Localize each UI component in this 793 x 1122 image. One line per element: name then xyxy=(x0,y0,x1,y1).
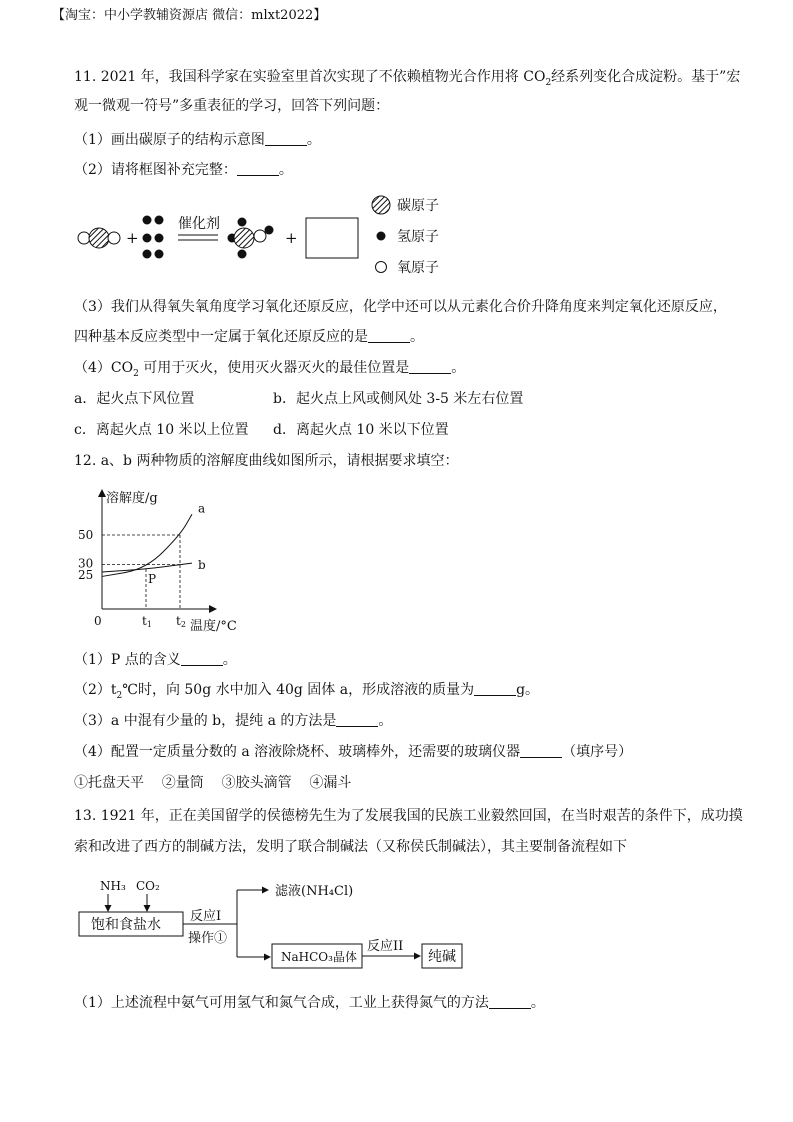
filtrate-label: 滤液(NH₄Cl) xyxy=(275,884,354,899)
q12-part3: （3）a 中混有少量的 b，提纯 a 的方法是 。 xyxy=(74,713,393,729)
y-tick-label: 50 xyxy=(78,528,94,542)
reaction1-label: 反应I xyxy=(190,909,222,924)
answer-blank[interactable] xyxy=(336,712,378,727)
q12-part2: $(2)t_2℃$时，向 50g 水中加入 40g 固体 a，形成溶液的质量为 g。 xyxy=(74,682,540,701)
q11-part3-line2: 四种基本反应类型中一定属于氧化还原反应的是 。 xyxy=(74,329,424,345)
methanol-molecule xyxy=(228,218,274,259)
curve-label-b: b xyxy=(198,558,206,573)
carbon-atom-icon xyxy=(372,196,390,214)
solubility-chart xyxy=(70,482,270,637)
catalyst-label: 催化剂 xyxy=(178,216,220,232)
answer-blank[interactable] xyxy=(265,131,307,146)
curve-label-a: a xyxy=(198,501,206,516)
y-axis-label: 溶解度/g xyxy=(106,491,158,506)
answer-blank[interactable] xyxy=(181,651,223,666)
point-p-label: P xyxy=(148,572,157,587)
page-header: 【淘宝：中小学教辅资源店 微信：mlxt2022】 xyxy=(52,8,327,23)
q11-part3-line1: （3）我们从得氧失氧角度学习氧化还原反应，化学中还可以从元素化合价升降角度来判定氧化还原反应， xyxy=(74,299,727,315)
curve-a xyxy=(102,514,192,576)
production-flowchart xyxy=(70,868,490,978)
legend xyxy=(372,196,439,276)
q11-stem-a: 11. 2021 年，我国科学家在实验室里首次实现了不依赖植物光合作用将 CO xyxy=(74,69,546,85)
co2-molecule xyxy=(78,228,120,248)
y-tick-label: 30 xyxy=(78,556,94,571)
q11-stem-sub: 2 xyxy=(545,77,552,88)
q12-part4: （4）配置一定质量分数的 a 溶液除烧杯、玻璃棒外，还需要的玻璃仪器 （填序号） xyxy=(74,744,633,760)
answer-blank[interactable] xyxy=(368,328,410,343)
legend-carbon: 碳原子 xyxy=(397,198,439,214)
q11-stem-line1 xyxy=(74,67,740,93)
h2-molecules xyxy=(143,216,164,259)
origin-label: 0 xyxy=(94,614,102,628)
x-tick-label: t1 xyxy=(142,614,152,629)
reaction-diagram xyxy=(70,188,470,283)
q13-part1: （1）上述流程中氨气可用氢气和氮气合成，工业上获得氮气的方法 。 xyxy=(74,995,545,1011)
q11-option-d: d．离起火点 10 米以下位置 xyxy=(273,422,449,438)
operation1-label: 操作① xyxy=(188,931,228,946)
x-tick-label: t2 xyxy=(176,614,186,629)
answer-blank[interactable] xyxy=(474,681,516,696)
hydrogen-atom-icon xyxy=(377,232,386,241)
answer-blank[interactable] xyxy=(489,994,531,1009)
co2-label: CO₂ xyxy=(136,879,160,893)
legend-hydrogen: 氢原子 xyxy=(397,229,439,245)
oxygen-atom-icon xyxy=(376,262,387,273)
brine-label: 饱和食盐水 xyxy=(91,917,161,933)
blank-box[interactable] xyxy=(306,218,358,258)
nh3-label: NH₃ xyxy=(100,879,126,893)
answer-blank[interactable] xyxy=(520,743,562,758)
plus-sign: + xyxy=(126,229,139,247)
plus-sign: + xyxy=(285,229,298,247)
q12-stem: 12. a、b 两种物质的溶解度曲线如图所示，请根据要求填空： xyxy=(74,453,459,469)
q11-part4: $(4)CO_2$ 可用于灭火，使用灭火器灭火的最佳位置是 。 xyxy=(74,360,466,379)
q12-part1: （1）P 点的含义 。 xyxy=(74,652,237,668)
q12-options: ①托盘天平 ②量筒 ③胶头滴管 ④漏斗 xyxy=(74,775,352,791)
x-axis-label: 温度/°C xyxy=(190,619,237,634)
reaction2-label: 反应II xyxy=(367,939,404,954)
q11-stem-line2: 观一微观一符号”多重表征的学习，回答下列问题： xyxy=(74,98,390,114)
q11-stem-b: 经系列变化合成淀粉。基于”宏 xyxy=(551,69,741,85)
q11-part2: （2）请将框图补充完整： 。 xyxy=(74,162,293,178)
crystal-label: NaHCO₃晶体 xyxy=(281,950,357,964)
legend-oxygen: 氧原子 xyxy=(397,260,439,276)
product-label: 纯碱 xyxy=(428,949,456,965)
q13-stem-line1: 13. 1921 年，正在美国留学的侯德榜先生为了发展我国的民族工业毅然回国，在当时艰苦的条件下，成功摸 xyxy=(74,808,743,824)
q11-option-c: c．离起火点 10 米以上位置 xyxy=(74,422,249,438)
q11-part1: （1）画出碳原子的结构示意图 。 xyxy=(74,132,321,148)
y-tick-label: 25 xyxy=(78,568,94,582)
q11-option-a: a．起火点下风位置 xyxy=(74,391,195,407)
answer-blank[interactable] xyxy=(409,359,451,374)
answer-blank[interactable] xyxy=(237,161,279,176)
q13-stem-line2: 索和改进了西方的制碱方法，发明了联合制碱法（又称侯氏制碱法），其主要制备流程如下 xyxy=(74,839,627,855)
q11-option-b: b．起火点上风或侧风处 3-5 米左右位置 xyxy=(273,391,524,407)
